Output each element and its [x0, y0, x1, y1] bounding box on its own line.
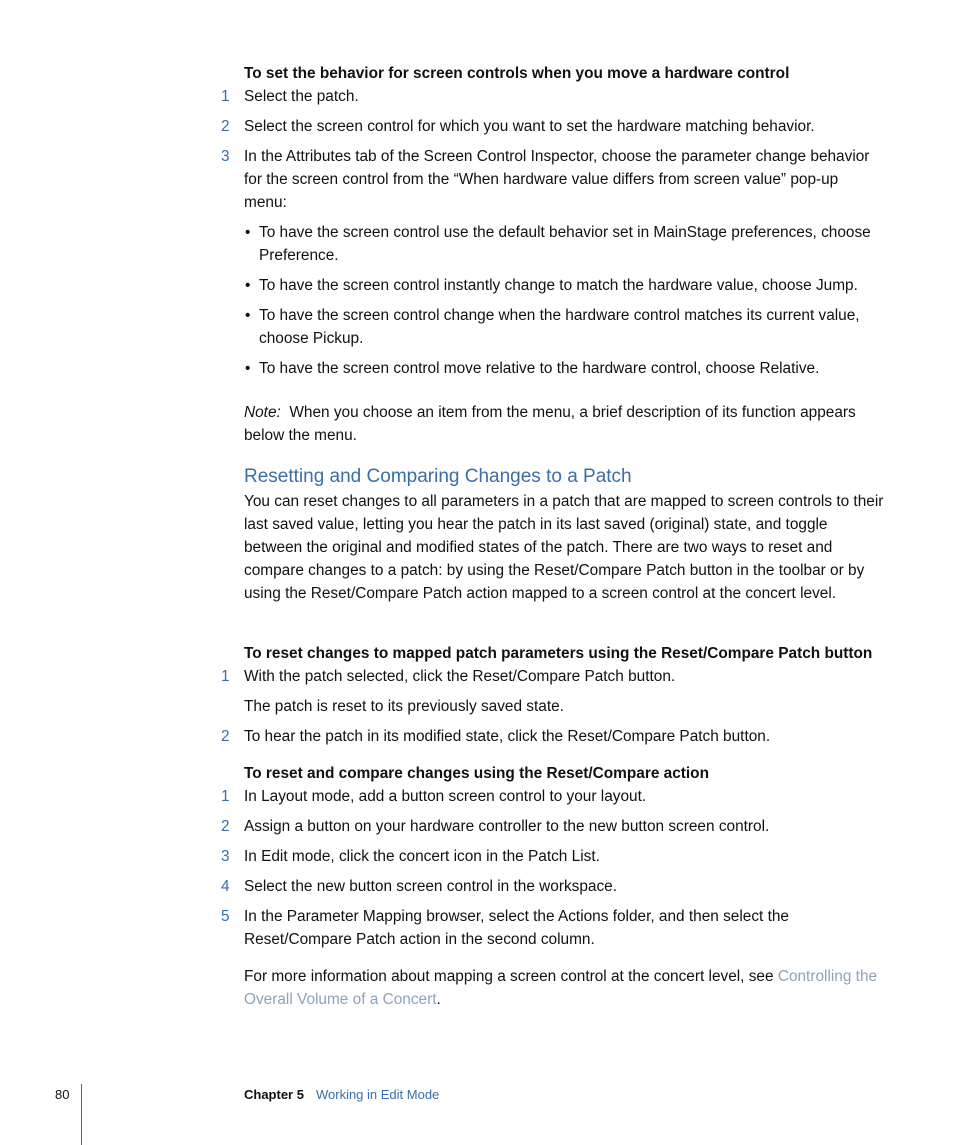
bullet-item: To have the screen control use the default behavior set in MainStage preferences, choose Preference.: [259, 224, 871, 264]
step-text: Select the patch.: [244, 88, 359, 105]
bullet-icon: •: [245, 360, 251, 377]
step-number: 4: [221, 878, 230, 895]
section-heading: Resetting and Comparing Changes to a Patch: [244, 466, 632, 487]
step-number: 2: [221, 728, 230, 745]
note-text: When you choose an item from the menu, a brief description of its function appears below the menu.: [244, 404, 856, 444]
step-number: 1: [221, 88, 230, 105]
step-number: 5: [221, 908, 230, 925]
chapter-label: Chapter 5: [244, 1087, 304, 1102]
step-number: 3: [221, 148, 230, 165]
bullet-icon: •: [245, 224, 251, 241]
step-text: Select the new button screen control in the workspace.: [244, 878, 618, 895]
step-text: In the Attributes tab of the Screen Control Inspector, choose the parameter change behavior for the screen control from the “When hardware value differs from screen value” pop-up menu:: [244, 148, 870, 211]
step-result: The patch is reset to its previously saved state.: [244, 698, 564, 715]
bullet-icon: •: [245, 277, 251, 294]
task-title-reset-action: To reset and compare changes using the Reset/Compare action: [244, 765, 709, 782]
step-text: To hear the patch in its modified state, click the Reset/Compare Patch button.: [244, 728, 771, 745]
step-number: 2: [221, 818, 230, 835]
step-number: 1: [221, 668, 230, 685]
bullet-item: To have the screen control instantly change to match the hardware value, choose Jump.: [259, 277, 858, 294]
step-text: With the patch selected, click the Reset/Compare Patch button.: [244, 668, 676, 685]
more-info-text: For more information about mapping a screen control at the concert level, see: [244, 968, 778, 985]
footer-divider: [81, 1084, 82, 1145]
cross-reference-link[interactable]: Controlling the Overall Volume of a Concert: [244, 968, 878, 1008]
step-text: In Layout mode, add a button screen control to your layout.: [244, 788, 647, 805]
more-info-suffix: .: [436, 991, 441, 1008]
bullet-icon: •: [245, 307, 251, 324]
chapter-name: Working in Edit Mode: [315, 1087, 440, 1102]
step-text: Select the screen control for which you want to set the hardware matching behavior.: [244, 118, 815, 135]
chapter-footer: [244, 1086, 439, 1104]
intro-paragraph: You can reset changes to all parameters in a patch that are mapped to screen controls to their last saved value, letting you hear the patch in its last saved (original) state, and toggle between the original and modified states of the patch. There are two ways to reset and compare changes to a patch: by using the Reset/Compare Patch button in the toolbar or by using the Reset/Compare Patch action mapped to a screen control at the concert level.: [244, 493, 884, 602]
step-number: 2: [221, 118, 230, 135]
more-info-paragraph: [244, 965, 884, 1011]
step-number: 3: [221, 848, 230, 865]
note: [244, 401, 884, 447]
step-text: Assign a button on your hardware controller to the new button screen control.: [244, 818, 770, 835]
bullet-item: To have the screen control move relative to the hardware control, choose Relative.: [259, 360, 820, 377]
bullet-item: To have the screen control change when the hardware control matches its current value, choose Pickup.: [259, 307, 860, 347]
task-title-reset-button: To reset changes to mapped patch parameters using the Reset/Compare Patch button: [244, 645, 873, 662]
step-text: In the Parameter Mapping browser, select the Actions folder, and then select the Reset/Compare Patch action in the second column.: [244, 908, 789, 948]
step-text: In Edit mode, click the concert icon in the Patch List.: [244, 848, 600, 865]
note-label: Note:: [244, 404, 281, 421]
page-number: 80: [55, 1087, 70, 1102]
step-number: 1: [221, 788, 230, 805]
task-title-hardware-behavior: To set the behavior for screen controls when you move a hardware control: [244, 65, 790, 82]
